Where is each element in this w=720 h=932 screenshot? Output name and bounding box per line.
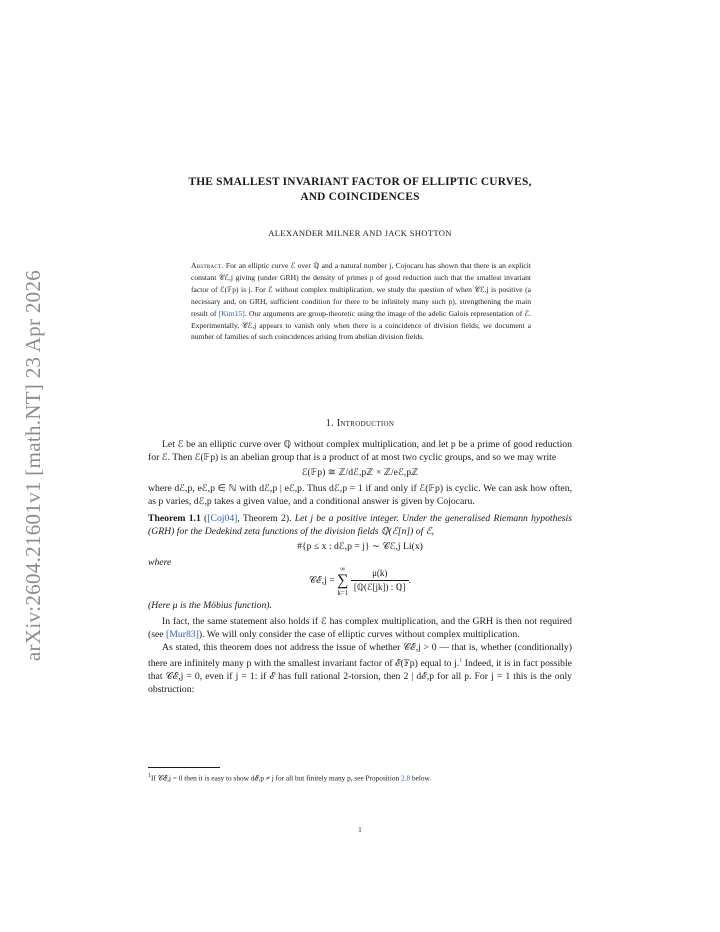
proposition-2-8-link[interactable]: 2.8 [401, 773, 411, 783]
footnote-1-link[interactable]: 1 [459, 657, 463, 664]
abstract [191, 260, 531, 343]
mobius-note: (Here μ is the Möbius function). [148, 599, 272, 611]
paragraph-4 [148, 641, 572, 696]
theorem-label: Theorem 1.1 [148, 513, 201, 525]
body-text [148, 438, 572, 696]
footnote-divider [148, 767, 220, 768]
theorem-1-1 [148, 512, 572, 538]
footnote-text: If 𝒞ℰ,j = 0 then it is easy to show dℰ,p ≠ j for all but finitely many p, see Proposition [151, 773, 400, 783]
paper-authors: ALEXANDER MILNER AND JACK SHOTTON [268, 228, 452, 238]
sum-lower-limit: k=1 [337, 588, 349, 597]
summation-symbol [337, 565, 348, 597]
footnote-1 [148, 771, 572, 784]
theorem-cite-rest: , Theorem 2). [237, 513, 292, 525]
arxiv-sidebar-stamp [14, 240, 54, 690]
equation-period: . [408, 575, 411, 587]
sigma-glyph: ∑ [337, 571, 349, 589]
title-line-1: THE SMALLEST INVARIANT FACTOR OF ELLIPTIC CURVES, [188, 176, 532, 188]
sum-upper-limit: ∞ [340, 564, 346, 573]
equation-constant [148, 565, 572, 597]
citation-coj04-link[interactable]: [Coj04] [207, 513, 238, 525]
paper-title [148, 175, 572, 205]
title-line-2: AND COINCIDENCES [300, 191, 420, 203]
citation-kim15-link[interactable]: [Kim15] [218, 308, 245, 318]
abstract-text-1: For an elliptic curve ℰ over ℚ and a natural number j, Cojocaru has shown that there is an explicit constant 𝒞ℰ,j giving (under GRH) the density of primes p of good reduction such that the smallest invariant factor of ℰ(𝔽p) is j. For ℰ without complex multiplication, we study the question of when 𝒞ℰ,j is positive (a necessary and, on GRH, sufficient condition for there to be infinitely many such p), strengthening the main result of [191, 261, 531, 318]
fraction [351, 567, 409, 594]
theorem-open-paren: ( [204, 513, 208, 525]
equation-group-structure: ℰ(𝔽p) ≅ ℤ/dℰ,pℤ × ℤ/eℰ,pℤ [301, 467, 419, 479]
page-number: 1 [358, 825, 362, 834]
abstract-text-2: . Our arguments are group-theoretic using the image of the adelic Galois representation of ℰ. Experimentally, 𝒞ℰ,j appears to vanish only when there is a coincidence of division fields; we document a number of families of such coincidences arising from abelian division fields. [191, 308, 531, 342]
footnote-end: below. [411, 773, 432, 783]
where-word: where [148, 556, 172, 568]
theorem-statement: Let j be a positive integer. Under the generalised Riemann hypothesis (GRH) for the Dedekind zeta functions of the division fields ℚ(ℰ[n]) of ℰ, [148, 513, 572, 538]
paragraph-1: Let ℰ be an elliptic curve over ℚ without complex multiplication, and let p be a prime of good reduction for ℰ. Then ℰ(𝔽p) is an abelian group that is a product of at most two cyclic groups, and so we may write [148, 439, 572, 464]
abstract-label: Abstract. [191, 261, 224, 270]
paragraph-4-text-2: Indeed, it is in fact possible that 𝒞ℰ,j = 0, even if j = 1: if ℰ has full rational 2-torsion, then 2 | dℰ,p for all p. For j = 1 this is the only obstruction: [148, 657, 572, 696]
section-heading-introduction: 1. Introduction [325, 418, 395, 429]
paragraph-3-text-2: ). We will only consider the case of elliptic curves without complex multiplication. [198, 629, 520, 641]
paragraph-4-text-1: As stated, this theorem does not address the issue of whether 𝒞ℰ,j > 0 — that is, whether (conditionally) there are infinitely many p with the smallest invariant factor of ℰ(𝔽p) equal to j. [148, 642, 572, 669]
paragraph-3-text-1: In fact, the same statement also holds if ℰ has complex multiplication, and the GRH is then not required (see [148, 616, 572, 641]
footnote-mark: 1 [148, 773, 151, 779]
equation-density: #{p ≤ x : dℰ,p = j} ∼ 𝒞ℰ,j Li(x) [297, 541, 423, 553]
fraction-denominator: [ℚ(ℰ[jk]) : ℚ] [353, 582, 406, 593]
paragraph-3 [148, 615, 572, 641]
equation-constant-lhs: 𝒞ℰ,j = [309, 575, 335, 587]
paragraph-2: where dℰ,p, eℰ,p ∈ ℕ with dℰ,p | eℰ,p. Thus dℰ,p = 1 if and only if ℰ(𝔽p) is cyclic. We can ask how often, as p varies, dℰ,p takes a given value, and a conditional answer is given by Cojocaru. [148, 482, 572, 507]
fraction-numerator: μ(k) [351, 567, 409, 581]
arxiv-id-label: arXiv:2604.21601v1 [math.NT] 23 Apr 2026 [21, 269, 46, 661]
citation-mur83-link[interactable]: [Mur83] [166, 629, 199, 641]
